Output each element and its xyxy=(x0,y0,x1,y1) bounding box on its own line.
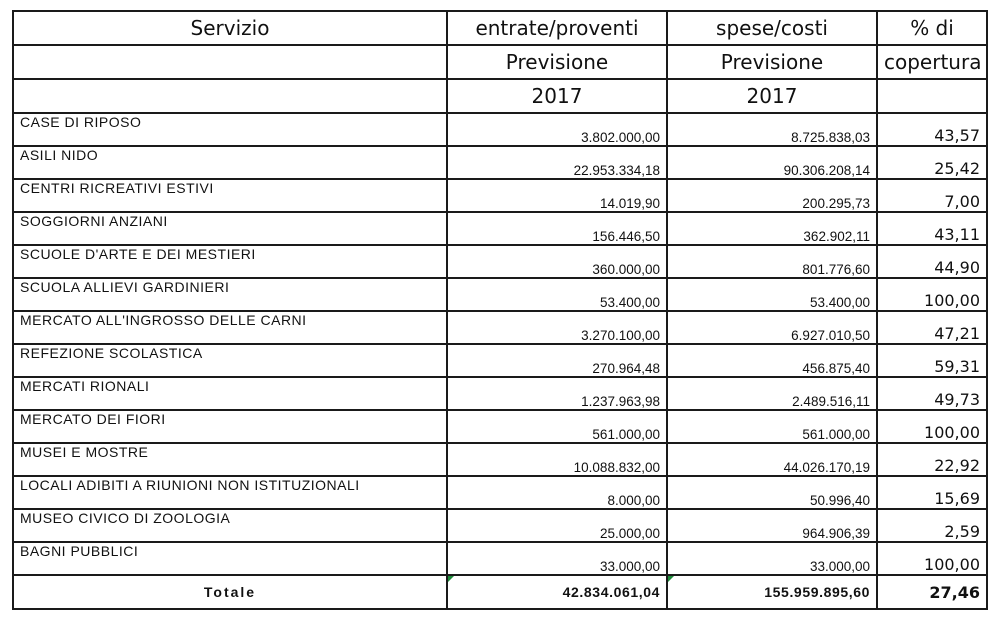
header-row-3 xyxy=(13,79,987,113)
header-costs-forecast: Previsione xyxy=(667,45,877,79)
table-row xyxy=(13,113,987,146)
coverage-cell: 7,00 xyxy=(877,179,987,212)
costs-cell: 964.906,39 xyxy=(667,509,877,542)
costs-cell: 801.776,60 xyxy=(667,245,877,278)
header-row-2 xyxy=(13,45,987,79)
coverage-cell: 59,31 xyxy=(877,344,987,377)
total-costs: 155.959.895,60 xyxy=(667,575,877,609)
coverage-cell: 44,90 xyxy=(877,245,987,278)
table-row xyxy=(13,542,987,575)
service-cell: SCUOLE D'ARTE E DEI MESTIERI xyxy=(13,245,447,278)
service-cell: BAGNI PUBBLICI xyxy=(13,542,447,575)
header-empty-3 xyxy=(877,79,987,113)
coverage-cell: 43,11 xyxy=(877,212,987,245)
service-cell: LOCALI ADIBITI A RIUNIONI NON ISTITUZIONALI xyxy=(13,476,447,509)
header-row-1 xyxy=(13,11,987,45)
income-cell: 156.446,50 xyxy=(447,212,667,245)
coverage-cell: 2,59 xyxy=(877,509,987,542)
costs-cell: 200.295,73 xyxy=(667,179,877,212)
coverage-cell: 49,73 xyxy=(877,377,987,410)
table-row xyxy=(13,311,987,344)
service-cell: SOGGIORNI ANZIANI xyxy=(13,212,447,245)
income-cell: 561.000,00 xyxy=(447,410,667,443)
table-row xyxy=(13,344,987,377)
service-cell: REFEZIONE SCOLASTICA xyxy=(13,344,447,377)
coverage-cell: 100,00 xyxy=(877,410,987,443)
header-income-year: 2017 xyxy=(447,79,667,113)
coverage-cell: 100,00 xyxy=(877,542,987,575)
service-cell: CENTRI RICREATIVI ESTIVI xyxy=(13,179,447,212)
table-row xyxy=(13,179,987,212)
income-cell: 25.000,00 xyxy=(447,509,667,542)
income-cell: 33.000,00 xyxy=(447,542,667,575)
costs-cell: 50.996,40 xyxy=(667,476,877,509)
income-cell: 3.802.000,00 xyxy=(447,113,667,146)
total-income: 42.834.061,04 xyxy=(447,575,667,609)
income-cell: 3.270.100,00 xyxy=(447,311,667,344)
income-cell: 1.237.963,98 xyxy=(447,377,667,410)
total-row xyxy=(13,575,987,609)
total-coverage: 27,46 xyxy=(877,575,987,609)
coverage-cell: 22,92 xyxy=(877,443,987,476)
costs-cell: 561.000,00 xyxy=(667,410,877,443)
income-cell: 14.019,90 xyxy=(447,179,667,212)
costs-cell: 53.400,00 xyxy=(667,278,877,311)
income-cell: 270.964,48 xyxy=(447,344,667,377)
coverage-table xyxy=(12,10,988,610)
header-costs-year: 2017 xyxy=(667,79,877,113)
table-row xyxy=(13,443,987,476)
table-row xyxy=(13,476,987,509)
income-cell: 10.088.832,00 xyxy=(447,443,667,476)
table-row xyxy=(13,377,987,410)
table-row xyxy=(13,146,987,179)
costs-cell: 456.875,40 xyxy=(667,344,877,377)
coverage-cell: 15,69 xyxy=(877,476,987,509)
header-empty-2 xyxy=(13,79,447,113)
header-costs: spese/costi xyxy=(667,11,877,45)
service-cell: SCUOLA ALLIEVI GARDINIERI xyxy=(13,278,447,311)
service-cell: MERCATI RIONALI xyxy=(13,377,447,410)
service-cell: MUSEI E MOSTRE xyxy=(13,443,447,476)
coverage-cell: 100,00 xyxy=(877,278,987,311)
table-row xyxy=(13,212,987,245)
income-cell: 360.000,00 xyxy=(447,245,667,278)
income-cell: 53.400,00 xyxy=(447,278,667,311)
coverage-cell: 47,21 xyxy=(877,311,987,344)
costs-cell: 90.306.208,14 xyxy=(667,146,877,179)
header-income: entrate/proventi xyxy=(447,11,667,45)
header-coverage-b: copertura xyxy=(877,45,987,79)
total-label: Totale xyxy=(13,575,447,609)
costs-cell: 8.725.838,03 xyxy=(667,113,877,146)
costs-cell: 362.902,11 xyxy=(667,212,877,245)
table-row xyxy=(13,509,987,542)
income-cell: 22.953.334,18 xyxy=(447,146,667,179)
service-cell: MERCATO ALL'INGROSSO DELLE CARNI xyxy=(13,311,447,344)
header-empty-1 xyxy=(13,45,447,79)
table-row xyxy=(13,278,987,311)
header-coverage-a: % di xyxy=(877,11,987,45)
header-service: Servizio xyxy=(13,11,447,45)
income-cell: 8.000,00 xyxy=(447,476,667,509)
costs-cell: 6.927.010,50 xyxy=(667,311,877,344)
service-cell: ASILI NIDO xyxy=(13,146,447,179)
service-rows xyxy=(13,113,987,575)
coverage-cell: 43,57 xyxy=(877,113,987,146)
costs-cell: 44.026.170,19 xyxy=(667,443,877,476)
service-cell: MERCATO DEI FIORI xyxy=(13,410,447,443)
header-income-forecast: Previsione xyxy=(447,45,667,79)
service-cell: CASE DI RIPOSO xyxy=(13,113,447,146)
table-row xyxy=(13,245,987,278)
service-cell: MUSEO CIVICO DI ZOOLOGIA xyxy=(13,509,447,542)
costs-cell: 33.000,00 xyxy=(667,542,877,575)
table-row xyxy=(13,410,987,443)
coverage-cell: 25,42 xyxy=(877,146,987,179)
costs-cell: 2.489.516,11 xyxy=(667,377,877,410)
